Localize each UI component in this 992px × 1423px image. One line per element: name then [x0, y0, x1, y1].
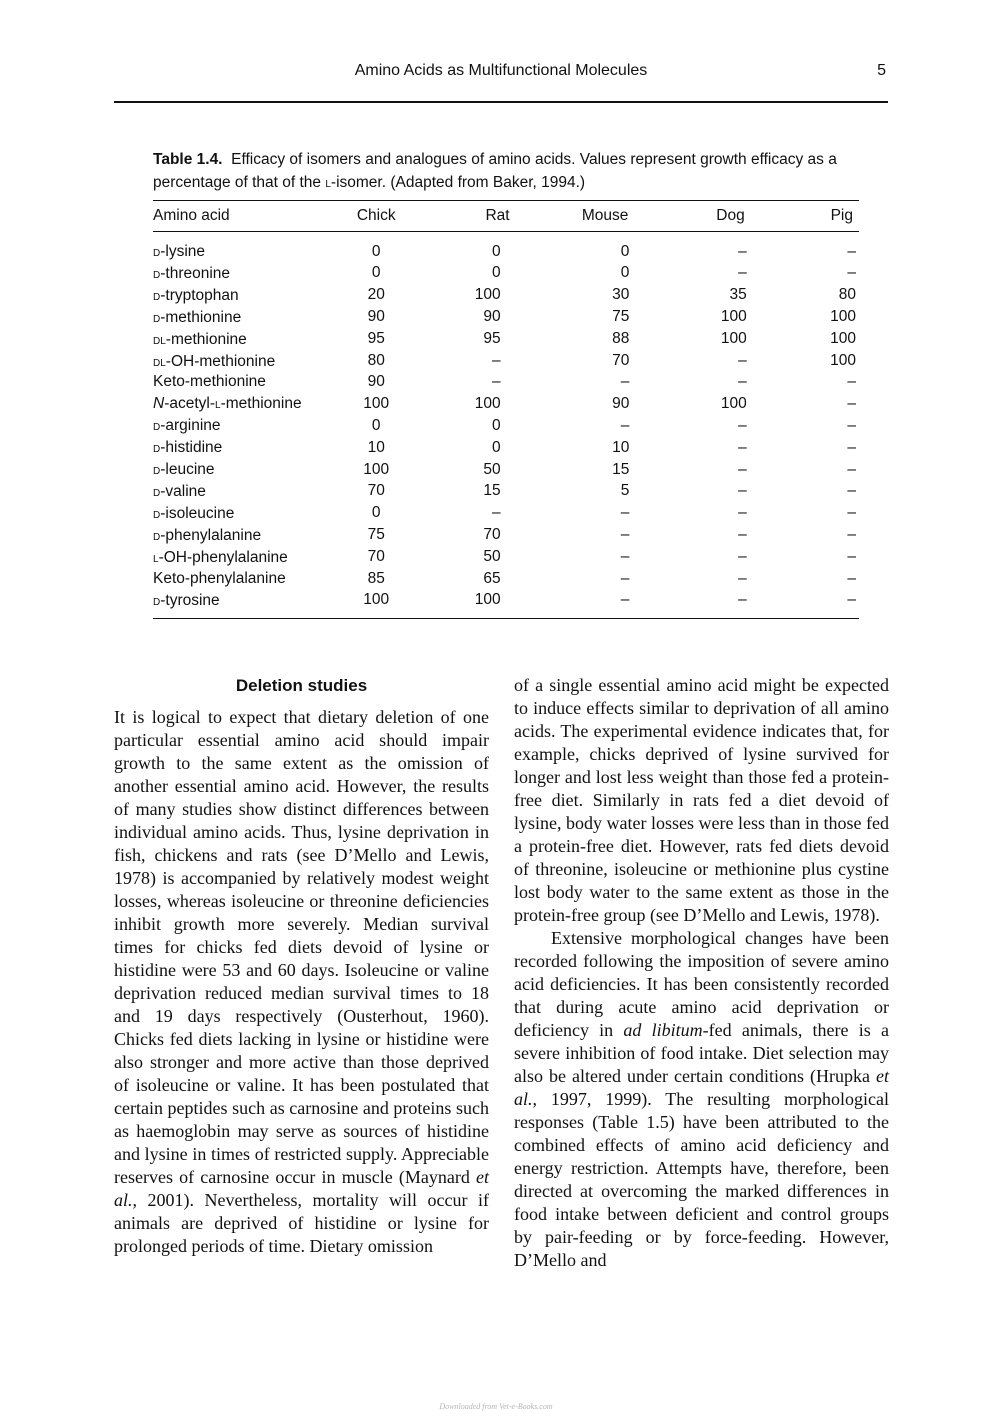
efficacy-value: 90: [367, 373, 385, 391]
efficacy-value: 100: [830, 352, 856, 370]
efficacy-value: –: [738, 416, 747, 434]
column-header: Amino acid: [153, 207, 230, 224]
isomer-prefix: d: [153, 461, 161, 478]
amino-acid-name: -threonine: [160, 264, 231, 282]
amino-acid-cell: [153, 351, 343, 373]
efficacy-value: –: [738, 352, 747, 370]
efficacy-value: –: [847, 460, 856, 478]
amino-acid-cell: [153, 285, 343, 307]
efficacy-value: –: [847, 548, 856, 566]
amino-acid-name: -valine: [160, 482, 206, 500]
efficacy-value: –: [847, 504, 856, 522]
right-paragraph-1: of a single essential amino acid might be expected to induce effects similar to deprivation of all amino acids. The experimental evidence indicates that, for example, chicks deprived of lysine survived for longer and lost less weight than those fed a protein-free diet. Similarly in rats fed a diet devoid of lysine, body water losses were less than in those fed a protein-free diet. However, rats fed diets devoid of threonine, isoleucine or methionine plus cystine lost body water to the same extent as those in the protein-free group (see D’Mello and Lewis, 1978).: [514, 675, 889, 925]
page-number: 5: [877, 62, 886, 79]
efficacy-value: 100: [363, 394, 390, 412]
efficacy-value: 70: [367, 482, 385, 500]
isomer-prefix: dl: [153, 330, 166, 347]
amino-acid-cell: [153, 372, 343, 393]
isomer-prefix: N: [153, 395, 165, 413]
amino-acid-cell: [153, 503, 343, 525]
isomer-prefix: l: [215, 395, 221, 412]
efficacy-value: 50: [483, 460, 501, 478]
efficacy-value: 35: [729, 286, 747, 304]
efficacy-value: –: [738, 569, 747, 587]
efficacy-value: 20: [367, 286, 385, 304]
amino-acid-name: -isoleucine: [160, 504, 235, 522]
isomer-prefix: d: [153, 439, 161, 456]
efficacy-value: –: [620, 504, 630, 522]
amino-acid-name: -arginine: [160, 417, 221, 435]
efficacy-value: –: [847, 482, 856, 500]
column-header: Rat: [485, 207, 510, 224]
amino-acid-name: -methionine: [165, 330, 247, 348]
efficacy-value: 0: [491, 264, 501, 282]
efficacy-value: 100: [830, 330, 856, 348]
efficacy-value: 0: [491, 242, 501, 260]
isomer-prefix: d: [153, 526, 161, 543]
table-row: [153, 307, 859, 329]
efficacy-value: 0: [491, 416, 501, 434]
left-text-b: , 2001). Nevertheless, mortality will occur if animals are deprived of histidine or lysine for prolonged periods of time. Dietary omission: [114, 1190, 489, 1256]
isomer-prefix: dl: [153, 352, 166, 369]
efficacy-value: 15: [612, 460, 630, 478]
amino-acid-name: -histidine: [160, 439, 223, 457]
efficacy-value: 30: [612, 286, 630, 304]
amino-acid-cell: [153, 393, 343, 415]
efficacy-value: 0: [620, 264, 630, 282]
isomer-prefix: d: [153, 482, 161, 499]
table-row: [153, 329, 859, 351]
table-row: [153, 393, 859, 415]
table-row: [153, 437, 859, 459]
right-text-a: Extensive morphological changes have been recorded following the imposition of severe amino acid deficiencies. It has been consistently recorded that during acute amino acid deprivation or deficiency in: [514, 928, 889, 1040]
efficacy-value: 100: [474, 394, 501, 412]
efficacy-value: –: [847, 394, 856, 412]
efficacy-value: 10: [612, 438, 630, 456]
table-row: [153, 590, 859, 619]
amino-acid-cell: [153, 547, 343, 569]
efficacy-value: 80: [367, 352, 385, 370]
efficacy-value: –: [738, 460, 747, 478]
efficacy-value: –: [738, 242, 747, 260]
efficacy-value: 90: [367, 308, 385, 326]
download-watermark: Downloaded from Vet-e-Books.com: [439, 1402, 553, 1411]
amino-acid-name: -OH-methionine: [165, 352, 276, 370]
efficacy-value: –: [620, 591, 630, 608]
efficacy-value: 90: [483, 308, 501, 326]
efficacy-value: –: [847, 242, 856, 260]
efficacy-value: 0: [491, 438, 501, 456]
header-rule: [114, 101, 888, 103]
amino-acid-cell: [153, 569, 343, 590]
isomer-prefix: l: [153, 548, 159, 565]
efficacy-value: 10: [367, 438, 385, 456]
table-body: [153, 232, 859, 619]
running-title: Amino Acids as Multifunctional Molecules: [354, 62, 648, 79]
table-row: [153, 569, 859, 590]
right-column: [514, 674, 889, 1272]
amino-acid-name: -OH-phenylalanine: [158, 548, 288, 566]
efficacy-value: –: [847, 591, 856, 608]
efficacy-value: 5: [620, 482, 630, 500]
efficacy-value: –: [620, 569, 630, 587]
efficacy-value: –: [738, 526, 747, 544]
efficacy-value: –: [738, 438, 747, 456]
efficacy-value: 95: [367, 330, 385, 348]
amino-acid-cell: [153, 232, 343, 263]
amino-acid-name: -tyrosine: [160, 591, 220, 609]
efficacy-value: 70: [483, 526, 501, 544]
table-row: [153, 503, 859, 525]
efficacy-value: 70: [612, 352, 630, 370]
amino-acid-cell: [153, 525, 343, 547]
efficacy-value: –: [738, 548, 747, 566]
table-row: [153, 351, 859, 373]
efficacy-value: 100: [474, 286, 501, 304]
efficacy-value: –: [620, 526, 630, 544]
right-text-italic-1: ad libitum: [623, 1020, 703, 1040]
amino-acid-name: -tryptophan: [160, 286, 239, 304]
efficacy-value: 70: [367, 548, 385, 566]
left-text-a: It is logical to expect that dietary deletion of one particular essential amino acid should impair growth to the same extent as the omission of another essential amino acid. However, the results of many studies show distinct differences between individual amino acids. Thus, lysine deprivation in fish, chickens and rats (see D’Mello and Lewis, 1978) is accompanied by relatively modest weight losses, whereas isoleucine or threonine deficiencies inhibit growth more severely. Median survival times for chicks fed diets devoid of lysine or histidine were 53 and 60 days. Isoleucine or valine deprivation reduced median survival times to 18 and 19 days respectively (Ousterhout, 1960). Chicks fed diets lacking in lysine or histidine were also stronger and more active than those deprived of isoleucine or valine. It has been postulated that certain peptides such as carnosine and proteins such as haemoglobin may serve as sources of histidine and lysine in times of restricted supply. Appreciable reserves of carnosine occur in muscle (Maynard: [114, 707, 489, 1187]
efficacy-value: 100: [474, 591, 501, 608]
efficacy-value: 88: [612, 330, 630, 348]
efficacy-value: –: [847, 264, 856, 282]
table-row: [153, 547, 859, 569]
amino-acid-cell: [153, 307, 343, 329]
isomer-prefix: d: [153, 504, 161, 521]
right-paragraph-2: [514, 927, 889, 1272]
amino-acid-cell: [153, 263, 343, 285]
column-header: Mouse: [581, 207, 629, 224]
table-row: [153, 525, 859, 547]
running-head: [114, 62, 888, 84]
efficacy-value: –: [847, 416, 856, 434]
efficacy-value: –: [738, 504, 747, 522]
efficacy-value: 100: [363, 460, 390, 478]
column-header: Pig: [830, 207, 853, 224]
efficacy-value: –: [847, 569, 856, 587]
amino-acid-name: Keto-methionine: [153, 373, 266, 391]
amino-acid-cell: [153, 437, 343, 459]
isomer-prefix: d: [153, 417, 161, 434]
efficacy-value: 100: [830, 308, 856, 326]
efficacy-value: 0: [620, 242, 630, 260]
table-row: [153, 481, 859, 503]
table-row: [153, 372, 859, 393]
efficacy-value: –: [738, 373, 747, 391]
efficacy-value: 90: [612, 394, 630, 412]
efficacy-value: 100: [363, 591, 390, 608]
isomer-prefix: d: [153, 264, 161, 281]
efficacy-value: 0: [371, 504, 381, 522]
amino-acid-name: -methionine: [220, 395, 302, 413]
efficacy-table: [153, 200, 859, 619]
amino-acid-name: -methionine: [160, 308, 242, 326]
isomer-prefix: d: [153, 308, 161, 325]
right-text-italic-2: et al.: [514, 1066, 889, 1109]
amino-acid-name: -leucine: [160, 461, 215, 479]
amino-acid-name: Keto-phenylalanine: [153, 569, 286, 587]
efficacy-value: –: [620, 373, 630, 391]
left-text-italic: et al.: [114, 1167, 489, 1210]
efficacy-value: –: [847, 526, 856, 544]
efficacy-value: –: [620, 416, 630, 434]
left-paragraph: [114, 706, 489, 1258]
amino-acid-cell: [153, 481, 343, 503]
efficacy-value: –: [738, 591, 747, 608]
caption-text-a: Efficacy of isomers and analogues of amino acids. Values represent growth efficacy as a percentage of that of the: [153, 151, 837, 191]
efficacy-value: –: [738, 264, 747, 282]
efficacy-value: –: [620, 548, 630, 566]
table-row: [153, 285, 859, 307]
efficacy-value: 80: [838, 286, 856, 304]
caption-isomer-prefix: l: [325, 174, 331, 190]
isomer-prefix: d: [153, 591, 161, 608]
amino-acid-name: -acetyl-: [164, 395, 216, 413]
table-label: Table 1.4.: [153, 151, 223, 168]
efficacy-value: –: [738, 482, 747, 500]
amino-acid-name: -phenylalanine: [160, 526, 262, 544]
efficacy-value: 75: [367, 526, 385, 544]
right-text-b: -fed animals, there is a severe inhibition of food intake. Diet selection may also be altered under certain conditions (Hrupka: [514, 1020, 889, 1086]
table-row: [153, 459, 859, 481]
efficacy-value: 85: [367, 569, 385, 587]
efficacy-value: 0: [371, 264, 381, 282]
amino-acid-cell: [153, 590, 343, 619]
efficacy-value: 65: [483, 569, 501, 587]
caption-text-b: -isomer. (Adapted from Baker, 1994.): [330, 174, 586, 191]
efficacy-value: 75: [612, 308, 630, 326]
efficacy-value: –: [847, 373, 856, 391]
efficacy-value: 100: [720, 330, 747, 348]
efficacy-value: 0: [371, 416, 381, 434]
efficacy-value: 100: [720, 308, 747, 326]
efficacy-value: –: [847, 438, 856, 456]
efficacy-value: 100: [720, 394, 747, 412]
efficacy-value: –: [491, 504, 501, 522]
column-header: Chick: [356, 207, 396, 224]
table-row: [153, 232, 859, 263]
right-text-c: , 1997, 1999). The resulting morphological responses (Table 1.5) have been attributed to the combined effects of amino acid deficiency and energy restriction. Attempts have, therefore, been directed at overcoming the marked differences in food intake between deficient and control groups by pair-feeding or by force-feeding. However, D’Mello and: [514, 1089, 889, 1270]
isomer-prefix: d: [153, 243, 161, 259]
efficacy-value: 0: [371, 242, 381, 260]
column-header: Dog: [716, 207, 745, 224]
section-heading: Deletion studies: [235, 676, 368, 695]
amino-acid-name: -lysine: [160, 243, 206, 260]
table-caption: [153, 149, 863, 194]
left-column: [114, 674, 489, 1258]
table-row: [153, 263, 859, 285]
amino-acid-cell: [153, 415, 343, 437]
efficacy-value: 50: [483, 548, 501, 566]
efficacy-value: 95: [483, 330, 501, 348]
efficacy-value: –: [491, 373, 501, 391]
table-header-row: [153, 201, 859, 232]
table-row: [153, 415, 859, 437]
amino-acid-cell: [153, 459, 343, 481]
efficacy-value: –: [491, 352, 501, 370]
amino-acid-cell: [153, 329, 343, 351]
efficacy-value: 15: [483, 482, 501, 500]
isomer-prefix: d: [153, 286, 161, 303]
